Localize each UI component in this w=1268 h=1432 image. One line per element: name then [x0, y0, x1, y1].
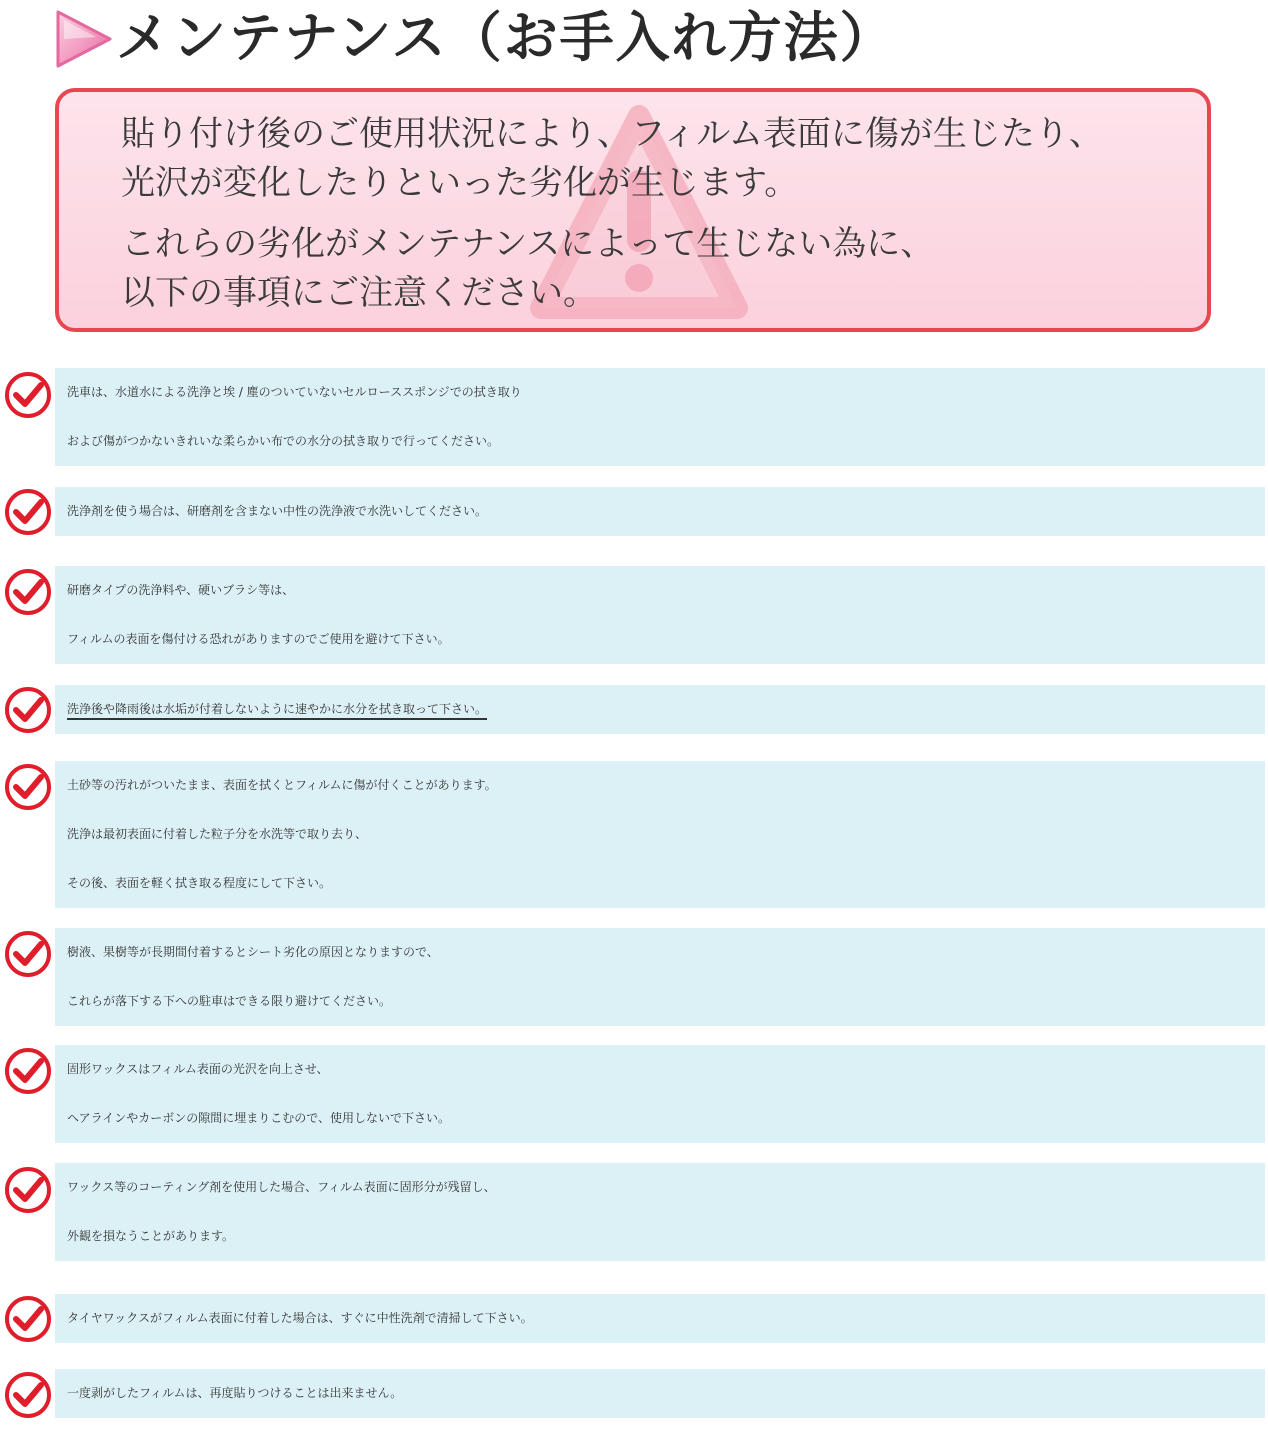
item-text-line: 外観を損なうことがあります。	[67, 1229, 235, 1243]
item-text-line: 洗浄後や降雨後は水垢が付着しないように速やかに水分を拭き取って下さい。	[67, 702, 488, 716]
red-check-circle-icon	[3, 1294, 53, 1344]
intro-paragraph	[121, 110, 1103, 208]
maintenance-item	[55, 368, 1265, 466]
item-text-line: ヘアラインやカーボンの隙間に埋まりこむので、使用しないで下さい。	[67, 1111, 451, 1125]
item-text-line: ワックス等のコーティング剤を使用した場合、フィルム表面に固形分が残留し、	[67, 1180, 496, 1194]
item-text-line: 樹液、果樹等が長期間付着するとシート劣化の原因となりますので、	[67, 945, 439, 959]
item-text-line: 洗浄剤を使う場合は、研磨剤を含まない中性の洗浄液で水洗いしてください。	[67, 504, 488, 518]
intro-line: 貼り付け後のご使用状況により、フィルム表面に傷が生じたり、	[121, 114, 1103, 154]
red-check-circle-icon	[3, 762, 53, 812]
item-text-line: 固形ワックスはフィルム表面の光沢を向上させ、	[67, 1062, 329, 1076]
maintenance-item	[55, 928, 1265, 1026]
maintenance-item	[55, 685, 1265, 734]
item-text-line: その後、表面を軽く拭き取る程度にして下さい。	[67, 876, 332, 890]
maintenance-item	[55, 1163, 1265, 1261]
maintenance-item	[55, 566, 1265, 664]
maintenance-item	[55, 1294, 1265, 1343]
item-text-line: 洗浄は最初表面に付着した粒子分を水洗等で取り去り、	[67, 827, 368, 841]
red-check-circle-icon	[3, 685, 53, 735]
red-check-circle-icon	[3, 370, 53, 420]
item-text-line: 一度剥がしたフィルムは、再度貼りつけることは出来ません。	[67, 1386, 403, 1400]
red-check-circle-icon	[3, 929, 53, 979]
pink-triangle-arrow-icon	[52, 6, 116, 72]
item-text-line: 洗車は、水道水による洗浄と埃 / 塵のついていないセルローススポンジでの拭き取り	[67, 385, 522, 399]
red-check-circle-icon	[3, 487, 53, 537]
red-check-circle-icon	[3, 1165, 53, 1215]
intro-line: これらの劣化がメンテナンスによって生じない為に、	[121, 224, 935, 264]
maintenance-item	[55, 1369, 1265, 1418]
red-check-circle-icon	[3, 567, 53, 617]
item-text-line: および傷がつかないきれいな柔らかい布での水分の拭き取りで行ってください。	[67, 434, 500, 448]
item-text-line: これらが落下する下への駐車はできる限り避けてください。	[67, 994, 392, 1008]
intro-paragraph	[121, 220, 934, 318]
page-header	[52, 2, 1252, 74]
intro-notice-box	[55, 88, 1211, 332]
maintenance-item	[55, 1045, 1265, 1143]
item-text-line: 土砂等の汚れがついたまま、表面を拭くとフィルムに傷が付くことがあります。	[67, 778, 497, 792]
item-text-line: 研磨タイプの洗浄料や、硬いブラシ等は、	[67, 583, 295, 597]
red-check-circle-icon	[3, 1370, 53, 1420]
intro-line: 光沢が変化したりといった劣化が生じます。	[121, 163, 799, 203]
red-check-circle-icon	[3, 1046, 53, 1096]
item-text-line: タイヤワックスがフィルム表面に付着した場合は、すぐに中性洗剤で清掃して下さい。	[67, 1311, 533, 1325]
maintenance-item	[55, 487, 1265, 536]
intro-line: 以下の事項にご注意ください。	[121, 273, 597, 313]
maintenance-item	[55, 761, 1265, 908]
page-title: メンテナンス（お手入れ方法）	[116, 6, 896, 69]
item-text-line: フィルムの表面を傷付ける恐れがありますのでご使用を避けて下さい。	[67, 632, 450, 646]
